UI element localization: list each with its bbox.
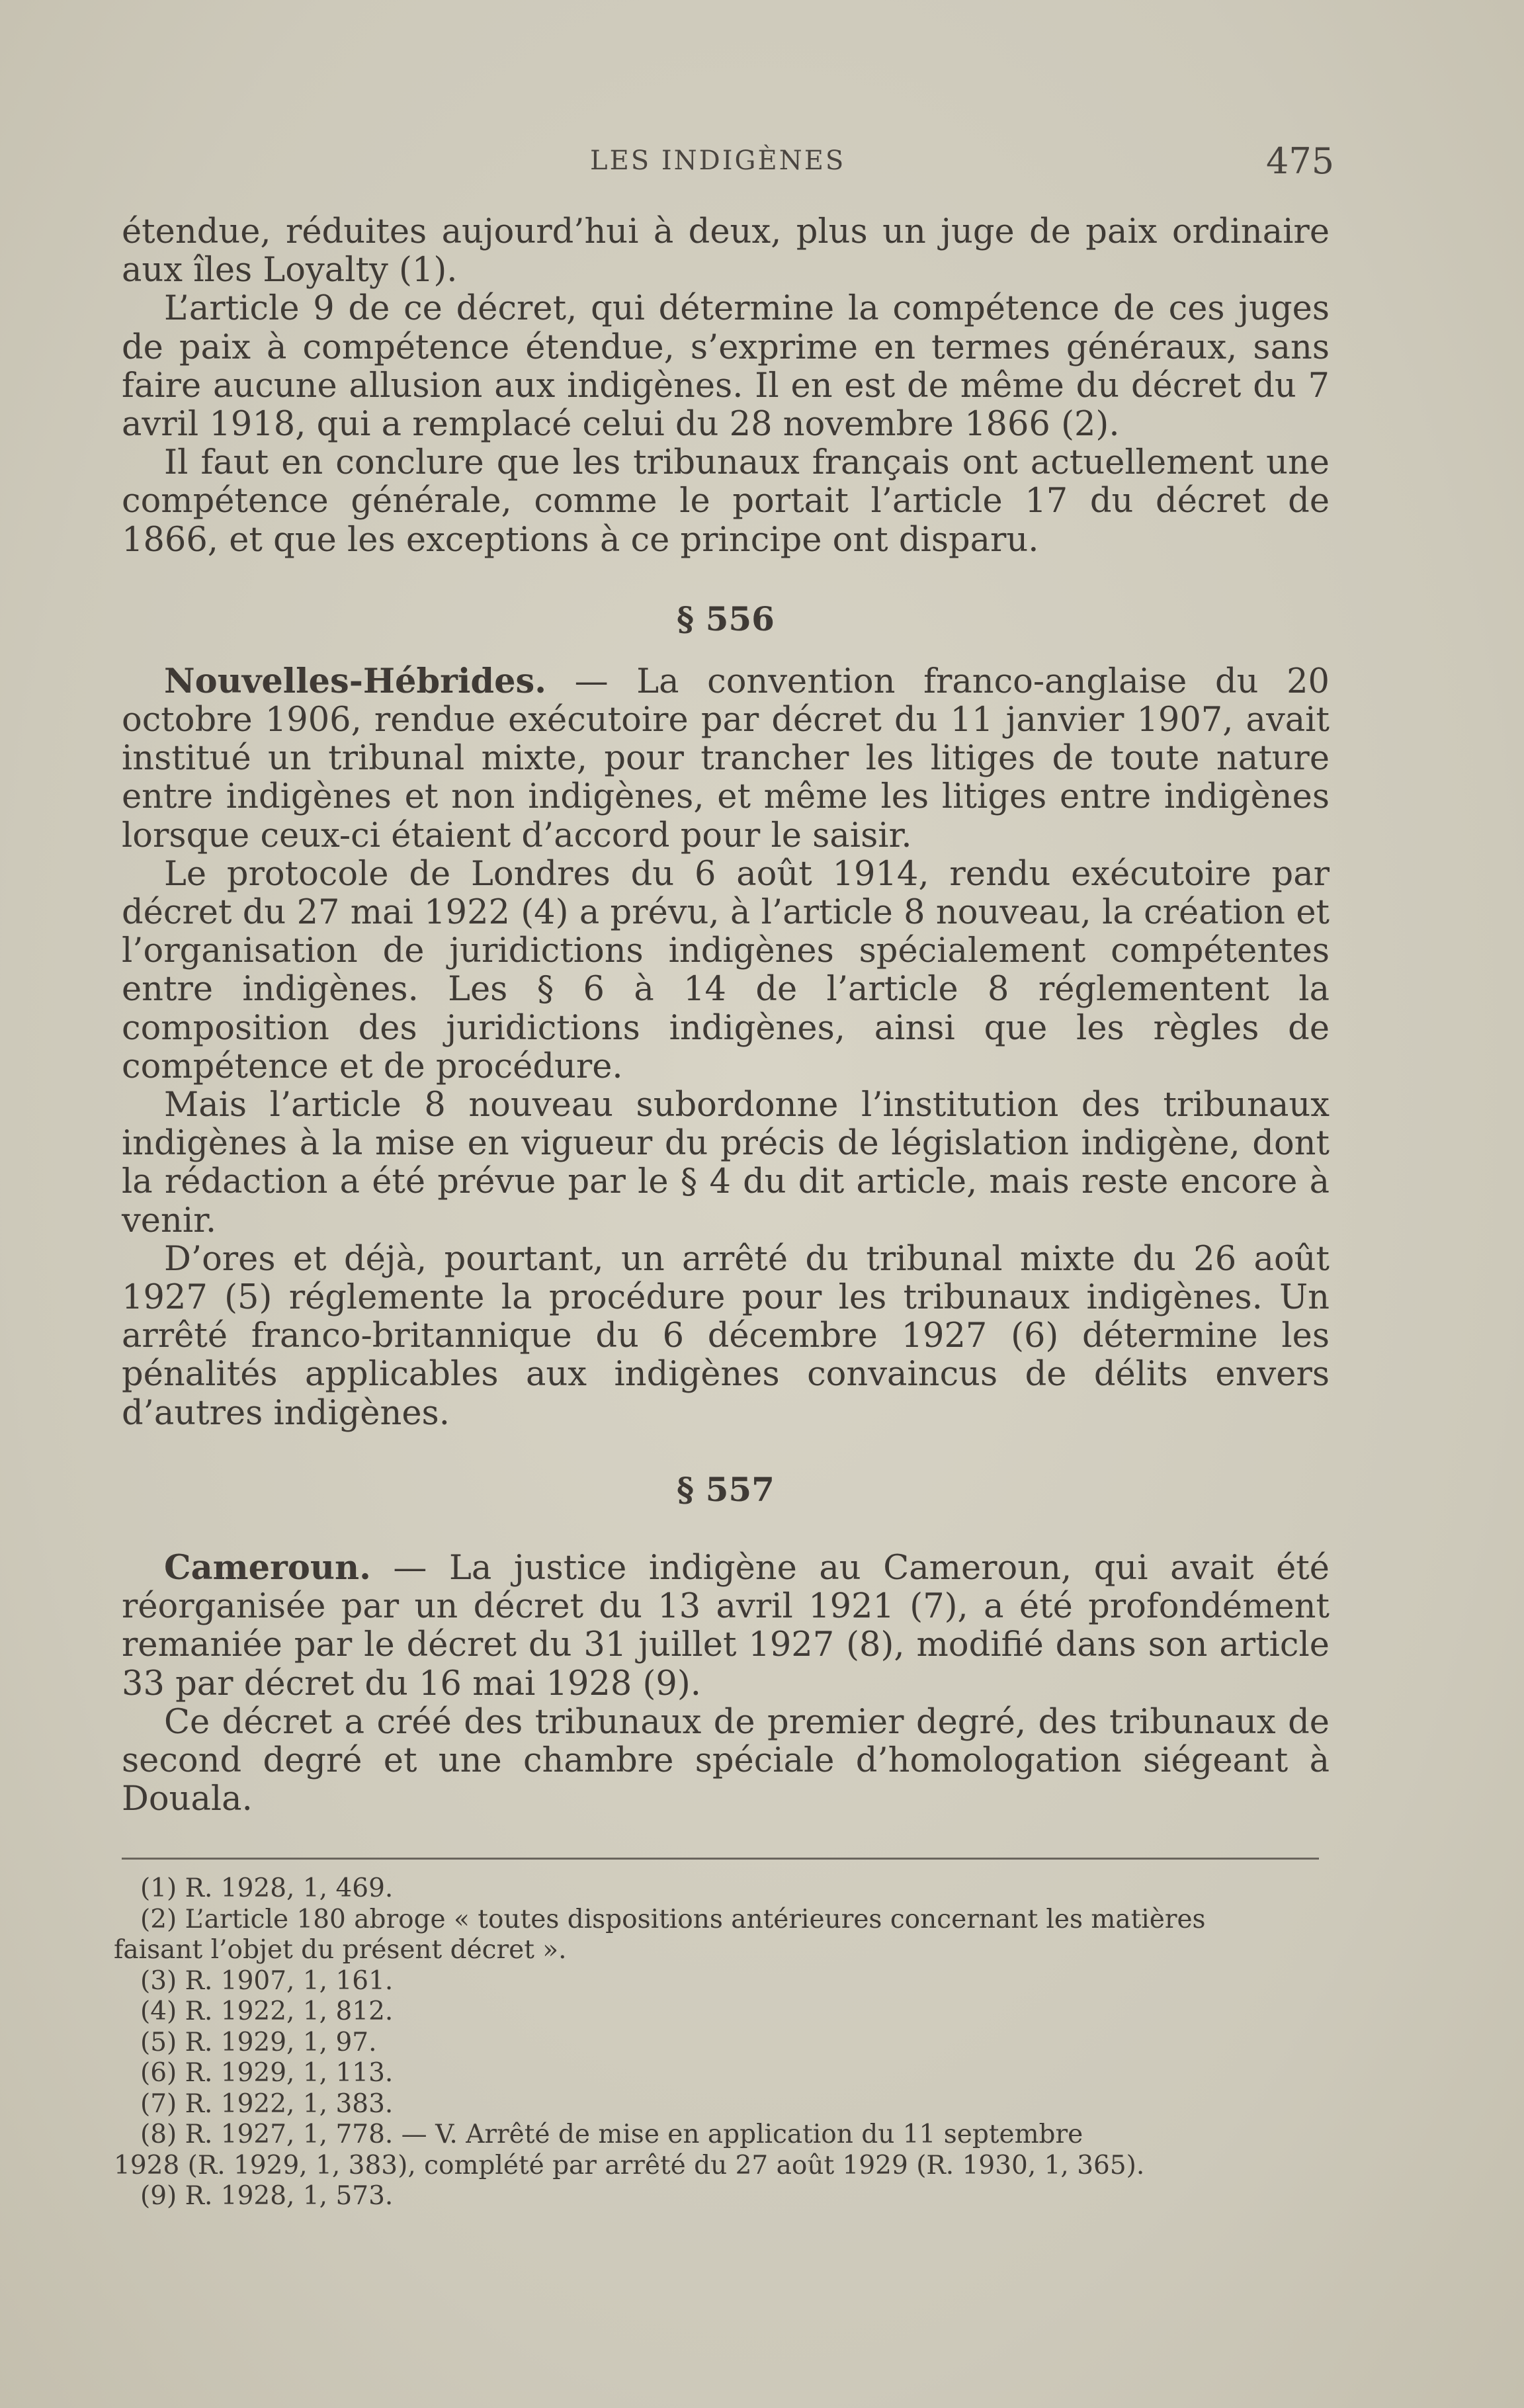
page-number: 475 [1266,140,1335,182]
section-heading-556: § 556 [677,599,775,638]
footnote-2: (2) L’article 180 abroge « toutes dispositions antérieures concernant les matières [140,1904,1206,1934]
footnote-divider [122,1858,1319,1860]
footnote-6: (6) R. 1929, 1, 113. [140,2058,394,2088]
footnote-8: (8) R. 1927, 1, 778. — V. Arrêté de mise en application du 11 septembre [140,2120,1083,2149]
paragraph-arrete-tribunal-mixte: D’ores et déjà, pourtant, un arrêté du tribunal mixte du 26 août 1927 (5) réglemente la procédure pour les tribunaux indigènes. Un arrêté franco-britannique du 6 décembre 1927 (6) détermine les pénalités applicables aux indigènes convaincus de délits envers d’autres indigènes. [122,1239,1330,1433]
paragraph-protocole-londres: Le protocole de Londres du 6 août 1914, rendu exécutoire par décret du 27 mai 1922 (4) a prévu, à l’article 8 nouveau, la création et l’organisation de juridictions indigènes spécialement compétentes entre indigènes. Les § 6 à 14 de l’article 8 réglementent la composition des juridictions indigènes, ainsi que les règles de compétence et de procédure. [122,854,1330,1086]
paragraph-nouvelles-hebrides [122,662,1330,855]
section-heading-557: § 557 [677,1469,775,1509]
paragraph-cameroun [122,1549,1330,1703]
footnotes [114,1873,1322,2212]
page-header [0,140,1524,187]
footnote-9: (9) R. 1928, 1, 573. [140,2181,394,2211]
running-title: LES INDIGÈNES [590,146,846,176]
footnote-5: (5) R. 1929, 1, 97. [140,2027,377,2057]
paragraph-article-9: L’article 9 de ce décret, qui détermine la compétence de ces juges de paix à compétence étendue, s’exprime en termes généraux, sans faire aucune allusion aux indigènes. Il en est de même du décret du 7 avril 1918, qui a remplacé celui du 28 novembre 1866 (2). [122,289,1330,445]
footnote-1: (1) R. 1928, 1, 469. [140,1873,394,1903]
main-text [122,213,1330,1819]
footnote-4: (4) R. 1922, 1, 812. [140,1997,394,2026]
footnote-7: (7) R. 1922, 1, 383. [140,2088,394,2119]
footnote-8-continuation: 1928 (R. 1929, 1, 383), complété par arrêté du 27 août 1929 (R. 1930, 1, 365). [114,2150,1145,2180]
paragraph-tribunaux-degres: Ce décret a créé des tribunaux de premier degré, des tribunaux de second degré et une chambre spéciale d’homologation siégeant à Douala. [122,1702,1330,1819]
run-in-heading-cameroun: Cameroun. [164,1547,371,1588]
paragraph-text: — La convention franco-anglaise du 20 octobre 1906, rendue exécutoire par décret du 11 janvier 1907, avait institué un tribunal mixte, pour trancher les litiges de toute nature entre indigènes et non indigènes, et même les litiges entre indigènes lorsque ceux-ci étaient d’accord pour le saisir. [122,662,1330,855]
paragraph-conclusion: Il faut en conclure que les tribunaux français ont actuellement une compétence générale, comme le portait l’article 17 du décret de 1866, et que les exceptions à ce principe ont disparu. [122,443,1330,560]
paragraph-text: — La justice indigène au Cameroun, qui avait été réorganisée par un décret du 13 avril 1921 (7), a été profondément remaniée par le décret du 31 juillet 1927 (8), modifié dans son article 33 par décret du 16 mai 1928 (9). [122,1548,1330,1703]
paragraph-continuation: étendue, réduites aujourd’hui à deux, plus un juge de paix ordinaire aux îles Loyalty (1). [122,212,1330,290]
footnote-2-continuation: faisant l’objet du présent décret ». [114,1935,567,1965]
paragraph-article-8: Mais l’article 8 nouveau subordonne l’institution des tribunaux indigènes à la mise en vigueur du précis de législation indigène, dont la rédaction a été prévue par le § 4 du dit article, mais reste encore à venir. [122,1086,1330,1240]
run-in-heading-nouvelles-hebrides: Nouvelles-Hébrides. [164,661,546,701]
footnote-3: (3) R. 1907, 1, 161. [140,1965,394,1996]
